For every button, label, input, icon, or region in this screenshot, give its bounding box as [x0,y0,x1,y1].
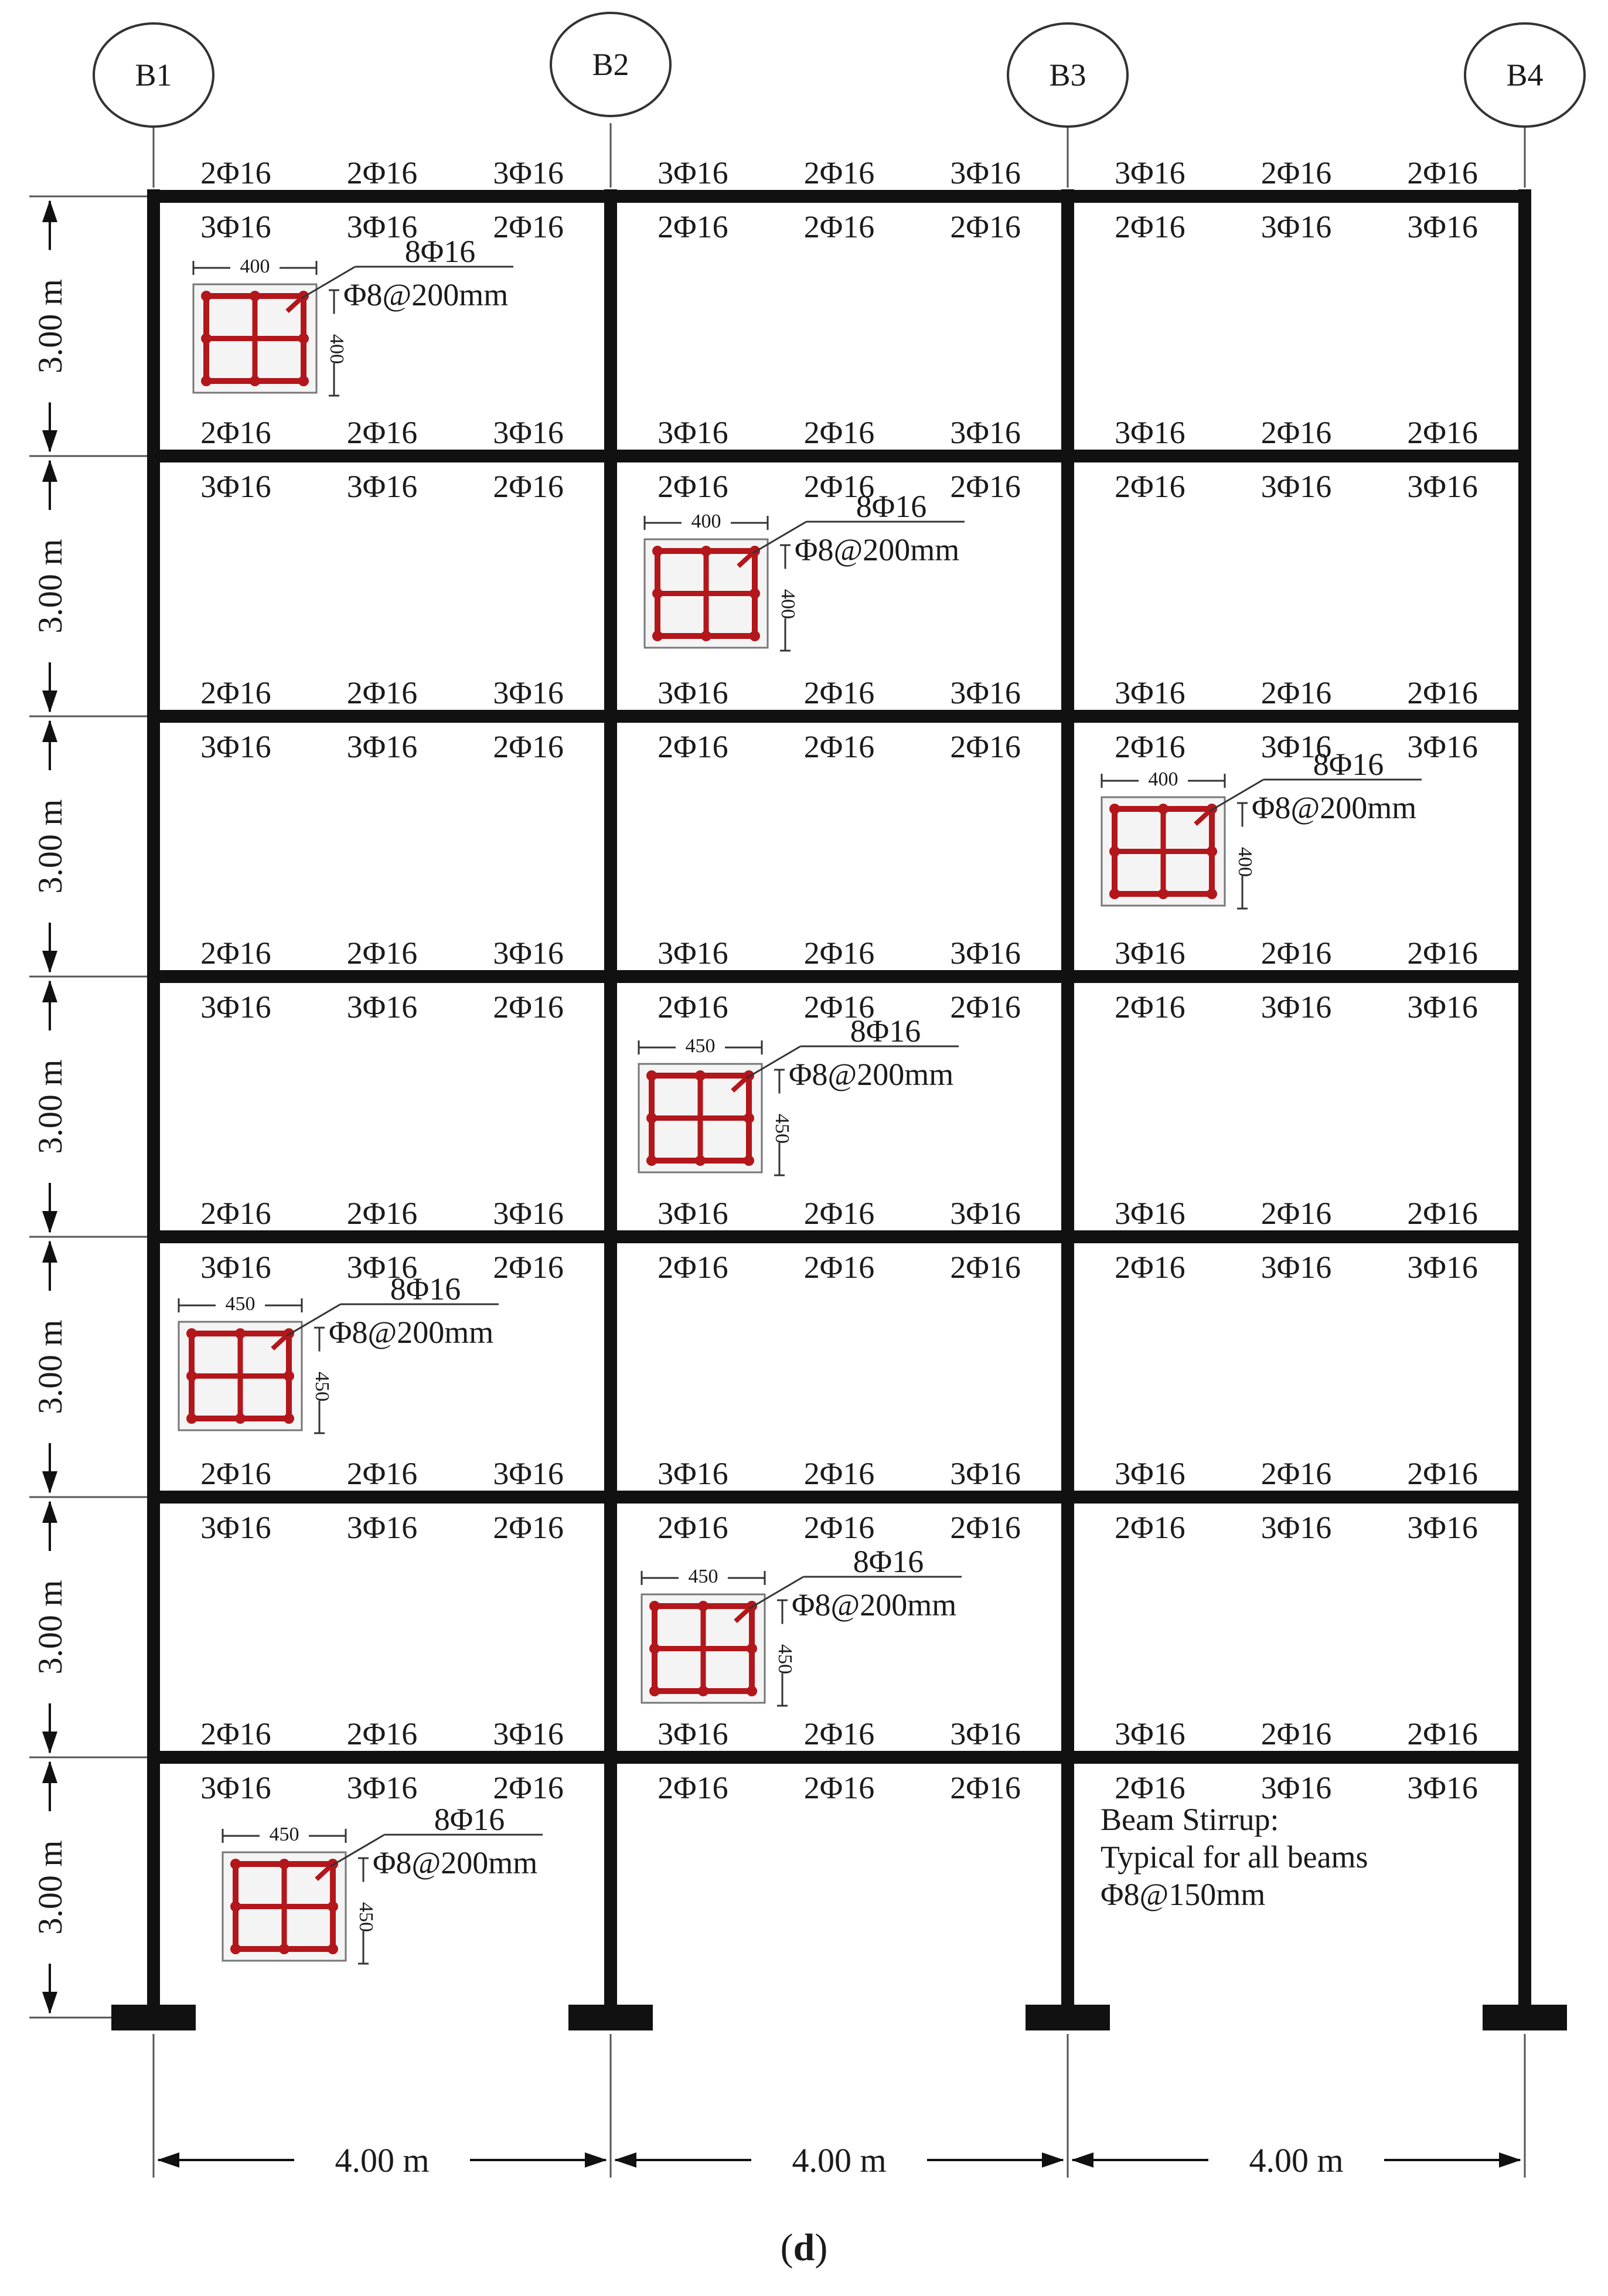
dim-arrow [42,1240,57,1263]
axis-label-B1: B1 [135,57,172,93]
axis-label-B4: B4 [1506,57,1544,93]
top-rebar-label: 2Φ16 [346,1716,418,1751]
note-line-1: Beam Stirrup: [1101,1802,1279,1837]
bottom-rebar-label: 3Φ16 [1260,1770,1332,1805]
dim-arrow [42,1211,57,1233]
bottom-rebar-label: 3Φ16 [346,729,418,764]
bottom-rebar-label: 2Φ16 [657,209,728,244]
bottom-rebar-label: 3Φ16 [1260,469,1332,504]
bottom-rebar-label: 2Φ16 [657,1510,728,1545]
column-section-detail [223,1802,543,1964]
bottom-rebar-label: 3Φ16 [200,989,271,1025]
bottom-rebar-label: 3Φ16 [200,469,271,504]
section-width-label: 400 [240,256,270,277]
top-rebar-label: 2Φ16 [200,1456,271,1491]
dim-arrow [614,2152,636,2168]
top-rebar-label: 2Φ16 [200,415,271,450]
rebar-dot [284,1371,294,1382]
storey-height-label: 3.00 m [31,278,69,374]
top-rebar-label: 3Φ16 [493,415,564,450]
bottom-rebar-label: 3Φ16 [1407,989,1478,1025]
top-rebar-label: 2Φ16 [200,1716,271,1751]
storey-height-dim [31,980,69,1233]
rebar-dot [652,589,663,599]
top-rebar-label: 3Φ16 [1115,1196,1185,1231]
top-rebar-label: 2Φ16 [346,936,418,971]
column-section-detail [1102,747,1422,909]
bottom-rebar-label: 3Φ16 [1260,1250,1332,1285]
footing-B2 [568,2005,653,2030]
dim-arrow [42,460,57,482]
storey-height-label: 3.00 m [31,1840,69,1935]
bottom-rebar-label: 3Φ16 [200,1770,271,1805]
rebar-dot [646,1070,657,1081]
bottom-rebar-label: 2Φ16 [803,1250,875,1285]
dim-arrow [585,2152,607,2168]
bottom-rebar-label: 2Φ16 [950,209,1021,244]
top-rebar-label: 3Φ16 [657,155,728,191]
section-height-label: 400 [1234,847,1256,877]
storey-height-dim [31,200,69,453]
rebar-dot [298,376,309,386]
top-rebar-label: 3Φ16 [950,675,1021,710]
bottom-rebar-label: 2Φ16 [493,209,564,244]
section-width-label: 450 [269,1824,299,1845]
top-rebar-label: 3Φ16 [1115,415,1185,450]
rebar-dot [750,631,760,641]
rebar-dot [747,1644,757,1654]
bottom-rebar-label: 2Φ16 [1115,1510,1185,1545]
bottom-rebar-label: 2Φ16 [1115,1250,1185,1285]
bottom-rebar-label: 2Φ16 [1115,989,1185,1025]
note-line-2: Typical for all beams [1101,1839,1368,1875]
column-section-detail [179,1271,499,1433]
dim-arrow [157,2152,179,2168]
bay-width-label: 4.00 m [335,2141,430,2179]
rebar-dot [652,546,663,556]
bottom-rebar-label: 2Φ16 [657,1250,728,1285]
rebar-dot [747,1686,757,1696]
rebar-dot [250,291,260,301]
bottom-rebar-label: 2Φ16 [493,1250,564,1285]
storey-height-label: 3.00 m [31,799,69,894]
top-rebar-label: 2Φ16 [1260,155,1332,191]
bottom-rebar-label: 3Φ16 [1407,1510,1478,1545]
bottom-rebar-label: 2Φ16 [950,1250,1021,1285]
bottom-rebar-label: 3Φ16 [1260,729,1332,764]
top-rebar-label: 2Φ16 [200,936,271,971]
bottom-rebar-label: 3Φ16 [1407,1250,1478,1285]
top-rebar-label: 2Φ16 [1260,675,1332,710]
bottom-rebar-label: 2Φ16 [1115,209,1185,244]
main-bars-label: 8Φ16 [856,489,927,524]
bottom-rebar-label: 2Φ16 [493,1510,564,1545]
bay-width-label: 4.00 m [792,2141,887,2179]
bottom-rebar-label: 3Φ16 [346,989,418,1025]
top-rebar-label: 2Φ16 [1260,415,1332,450]
bottom-rebar-label: 2Φ16 [950,729,1021,764]
bottom-rebar-label: 2Φ16 [950,1770,1021,1805]
rebar-dot [328,1902,338,1912]
rebar-dot [1158,889,1168,899]
bottom-rebar-label: 3Φ16 [1260,1510,1332,1545]
section-width-label: 450 [688,1566,718,1587]
top-rebar-label: 3Φ16 [657,415,728,450]
rebar-dot [1207,846,1217,857]
bottom-rebar-label: 3Φ16 [200,1510,271,1545]
bottom-rebar-label: 2Φ16 [493,989,564,1025]
top-rebar-label: 3Φ16 [493,155,564,191]
top-rebar-label: 3Φ16 [493,675,564,710]
rebar-dot [1109,846,1120,857]
top-rebar-label: 3Φ16 [950,415,1021,450]
bottom-rebar-label: 2Φ16 [950,469,1021,504]
main-bars-label: 8Φ16 [850,1013,921,1049]
footing-B1 [111,2005,196,2030]
top-rebar-label: 2Φ16 [200,155,271,191]
rebar-dot [646,1113,657,1124]
rebar-dot [230,1944,241,1954]
main-bars-label: 8Φ16 [1313,747,1384,782]
bottom-rebar-label: 3Φ16 [346,1250,418,1285]
storey-height-dim [31,1501,69,1754]
column-section-detail [639,1013,959,1175]
ties-label: Φ8@200mm [792,1587,957,1622]
rebar-dot [744,1113,754,1124]
top-rebar-label: 2Φ16 [346,1196,418,1231]
dim-arrow [42,690,57,713]
storey-height-dim [31,720,69,973]
section-height-label: 450 [311,1372,333,1402]
dim-arrow [42,980,57,1002]
storey-height-label: 3.00 m [31,1580,69,1675]
dim-arrow [1499,2152,1521,2168]
bottom-rebar-label: 2Φ16 [493,1770,564,1805]
bottom-rebar-label: 2Φ16 [950,989,1021,1025]
rebar-dot [186,1413,197,1424]
top-rebar-label: 2Φ16 [346,415,418,450]
dim-arrow [1042,2152,1064,2168]
dim-arrow [42,430,57,453]
column-section-detail [642,1544,962,1706]
section-height-label: 400 [326,334,348,364]
top-rebar-label: 2Φ16 [1407,415,1478,450]
dim-arrow [42,1992,57,2014]
main-bars-label: 8Φ16 [434,1802,505,1837]
note-line-3: Φ8@150mm [1101,1877,1266,1912]
dim-arrow [42,1501,57,1523]
bottom-rebar-label: 2Φ16 [657,469,728,504]
bottom-rebar-label: 3Φ16 [346,1510,418,1545]
rebar-dot [698,1686,708,1696]
ties-label: Φ8@200mm [789,1057,954,1092]
rebar-dot [201,291,212,301]
top-rebar-label: 3Φ16 [493,1716,564,1751]
column-section-detail [193,234,513,396]
bottom-rebar-label: 3Φ16 [1407,729,1478,764]
top-rebar-label: 3Φ16 [1115,1456,1185,1491]
ties-label: Φ8@200mm [329,1315,494,1350]
storey-height-dim [31,1761,69,2014]
bottom-rebar-label: 3Φ16 [1260,989,1332,1025]
top-rebar-label: 3Φ16 [1115,1716,1185,1751]
section-width-label: 450 [225,1293,255,1315]
main-bars-label: 8Φ16 [853,1544,924,1579]
top-rebar-label: 3Φ16 [493,936,564,971]
bottom-rebar-label: 2Φ16 [657,729,728,764]
bottom-rebar-label: 2Φ16 [803,989,875,1025]
section-width-label: 400 [691,511,721,532]
bottom-rebar-label: 2Φ16 [1115,469,1185,504]
top-rebar-label: 2Φ16 [1407,675,1478,710]
bay-width-label: 4.00 m [1249,2141,1344,2179]
column-section-detail [645,489,965,651]
rebar-dot [1109,889,1120,899]
top-rebar-label: 2Φ16 [200,675,271,710]
bottom-rebar-label: 2Φ16 [803,729,875,764]
rebar-dot [1109,804,1120,814]
bottom-rebar-label: 2Φ16 [1115,729,1185,764]
top-rebar-label: 3Φ16 [493,1456,564,1491]
top-rebar-label: 2Φ16 [803,415,875,450]
bay-width-dim [1071,2141,1521,2179]
storey-height-label: 3.00 m [31,1059,69,1154]
rebar-dot [186,1371,197,1382]
top-rebar-label: 3Φ16 [950,1196,1021,1231]
top-rebar-label: 2Φ16 [803,1716,875,1751]
section-width-label: 450 [685,1035,716,1057]
bottom-rebar-label: 3Φ16 [200,209,271,244]
top-rebar-label: 2Φ16 [1407,155,1478,191]
bottom-rebar-label: 3Φ16 [346,469,418,504]
bottom-rebar-label: 2Φ16 [493,469,564,504]
rebar-dot [695,1155,706,1166]
figure-label: (d) [780,2226,828,2269]
bottom-rebar-label: 3Φ16 [200,729,271,764]
ties-label: Φ8@200mm [795,532,960,567]
top-rebar-label: 3Φ16 [657,675,728,710]
dim-arrow [42,720,57,742]
dim-arrow [1071,2152,1093,2168]
top-rebar-label: 2Φ16 [1407,1716,1478,1751]
footing-B4 [1483,2005,1567,2030]
bottom-rebar-label: 2Φ16 [950,1510,1021,1545]
ties-label: Φ8@200mm [373,1845,538,1880]
dim-arrow [42,1471,57,1494]
rebar-dot [744,1155,754,1166]
rebar-dot [328,1944,338,1954]
top-rebar-label: 2Φ16 [1260,936,1332,971]
section-height-label: 450 [774,1644,796,1674]
top-rebar-label: 2Φ16 [346,675,418,710]
top-rebar-label: 2Φ16 [1260,1716,1332,1751]
rebar-dot [201,376,212,386]
bottom-rebar-label: 3Φ16 [1260,209,1332,244]
top-rebar-label: 3Φ16 [657,1716,728,1751]
rebar-dot [235,1413,246,1424]
bottom-rebar-label: 3Φ16 [1407,209,1478,244]
main-bars-label: 8Φ16 [404,234,476,269]
bottom-rebar-label: 2Φ16 [1115,1770,1185,1805]
dim-arrow [42,1732,57,1754]
top-rebar-label: 2Φ16 [1407,936,1478,971]
bay-width-dim [614,2141,1064,2179]
top-rebar-label: 3Φ16 [950,1716,1021,1751]
rebar-dot [298,334,309,344]
rebar-dot [201,334,212,344]
bottom-rebar-label: 3Φ16 [1407,1770,1478,1805]
dim-arrow [42,200,57,222]
axis-label-B2: B2 [592,47,629,82]
top-rebar-label: 3Φ16 [493,1196,564,1231]
main-bars-label: 8Φ16 [390,1271,461,1307]
rebar-dot [701,631,711,641]
rebar-dot [646,1155,657,1166]
bottom-rebar-label: 3Φ16 [346,1770,418,1805]
top-rebar-label: 3Φ16 [657,1196,728,1231]
top-rebar-label: 3Φ16 [657,936,728,971]
top-rebar-label: 3Φ16 [950,936,1021,971]
top-rebar-label: 3Φ16 [950,1456,1021,1491]
top-rebar-label: 2Φ16 [346,155,418,191]
rebar-dot [235,1328,246,1339]
top-rebar-label: 2Φ16 [803,155,875,191]
rebar-dot [186,1328,197,1339]
frame-structure [111,189,1567,2030]
ties-label: Φ8@200mm [343,277,509,312]
rebar-dot [279,1944,289,1954]
bottom-rebar-label: 2Φ16 [493,729,564,764]
top-rebar-label: 3Φ16 [1115,155,1185,191]
storey-height-dim [31,1240,69,1494]
rebar-dot [279,1859,289,1869]
top-rebar-label: 2Φ16 [200,1196,271,1231]
dim-arrow [42,1761,57,1783]
storey-height-label: 3.00 m [31,1319,69,1414]
rebar-dot [649,1686,660,1696]
bottom-rebar-label: 2Φ16 [803,469,875,504]
storey-height-label: 3.00 m [31,539,69,634]
rebar-dot [698,1601,708,1611]
rebar-dot [649,1644,660,1654]
bottom-rebar-label: 2Φ16 [803,1770,875,1805]
rebar-dot [695,1070,706,1081]
bottom-rebar-label: 3Φ16 [1407,469,1478,504]
ties-label: Φ8@200mm [1252,790,1417,825]
top-rebar-label: 2Φ16 [803,1456,875,1491]
rebar-dot [701,546,711,556]
rebar-dot [230,1859,241,1869]
storey-height-dim [31,460,69,713]
footing-B3 [1026,2005,1110,2030]
rebar-dot [1207,889,1217,899]
axis-label-B3: B3 [1049,57,1086,93]
axis-bubbles [94,13,1585,127]
section-height-label: 450 [355,1902,377,1932]
rebar-dot [284,1413,294,1424]
rebar-dot [250,376,260,386]
rebar-dot [750,589,760,599]
section-width-label: 400 [1148,768,1178,790]
beam-stirrup-note [1101,1802,1368,1912]
bottom-rebar-label: 2Φ16 [803,209,875,244]
top-rebar-label: 2Φ16 [1260,1196,1332,1231]
dim-arrow [42,951,57,973]
section-height-label: 450 [771,1114,793,1144]
section-height-label: 400 [777,589,799,619]
bottom-rebar-label: 3Φ16 [200,1250,271,1285]
top-rebar-label: 3Φ16 [657,1456,728,1491]
rebar-dot [649,1601,660,1611]
rebar-dot [1158,804,1168,814]
top-rebar-label: 2Φ16 [803,936,875,971]
rebar-dot [230,1902,241,1912]
top-rebar-label: 2Φ16 [1407,1196,1478,1231]
bottom-rebar-label: 2Φ16 [657,1770,728,1805]
top-rebar-label: 2Φ16 [803,675,875,710]
top-rebar-label: 3Φ16 [1115,675,1185,710]
bottom-rebar-label: 3Φ16 [346,209,418,244]
bay-width-dim [157,2141,607,2179]
top-rebar-label: 3Φ16 [950,155,1021,191]
bottom-rebar-label: 2Φ16 [657,989,728,1025]
bottom-rebar-label: 2Φ16 [803,1510,875,1545]
top-rebar-label: 2Φ16 [1407,1456,1478,1491]
top-rebar-label: 2Φ16 [803,1196,875,1231]
top-rebar-label: 2Φ16 [1260,1456,1332,1491]
rebar-dot [652,631,663,641]
top-rebar-label: 2Φ16 [346,1456,418,1491]
top-rebar-label: 3Φ16 [1115,936,1185,971]
